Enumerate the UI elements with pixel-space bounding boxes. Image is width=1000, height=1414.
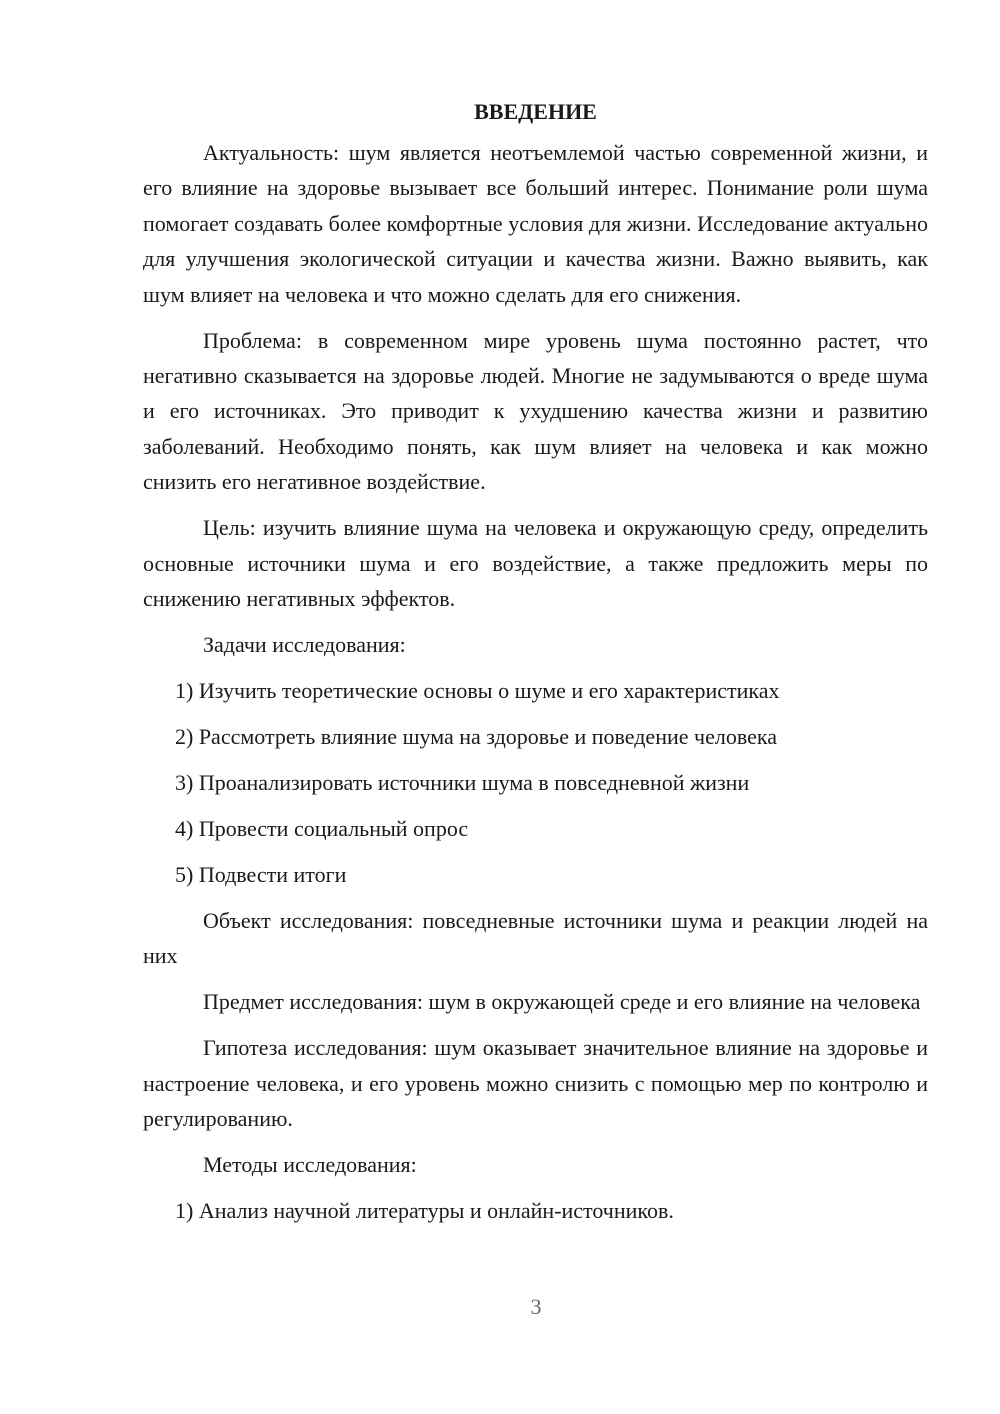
tasks-label: Задачи исследования: (203, 632, 406, 658)
task-item: 3) Проанализировать источники шума в повседневной жизни (175, 770, 750, 796)
tasks-list (143, 673, 928, 892)
object-paragraph: Объект исследования: повседневные источники шума и реакции людей на них (143, 908, 928, 969)
page-number: 3 (530, 1294, 542, 1319)
methods-list (143, 1193, 928, 1228)
task-item: 5) Подвести итоги (175, 862, 347, 888)
page-content (143, 94, 928, 1239)
methods-label: Методы исследования: (203, 1152, 417, 1178)
problem-paragraph: Проблема: в современном мире уровень шума постоянно растет, что негативно сказывается на здоровье людей. Многие не задумываются о вреде шума и его источниках. Это приводит к ухудшению качества жизни и развитию заболеваний. Необходимо понять, как шум влияет на человека и как можно снизить его негативное воздействие. (143, 327, 928, 495)
section-title: ВВЕДЕНИЕ (474, 99, 597, 124)
task-item: 2) Рассмотреть влияние шума на здоровье и поведение человека (175, 724, 777, 750)
task-item: 4) Провести социальный опрос (175, 816, 469, 842)
relevance-paragraph: Актуальность: шум является неотъемлемой частью современной жизни, и его влияние на здоровье вызывает все больший интерес. Понимание роли шума помогает создавать более комфортные условия для жизни. Исследование актуально для улучшения экологической ситуации и качества жизни. Важно выявить, как шум влияет на человека и что можно сделать для его снижения. (143, 140, 928, 307)
method-item: 1) Анализ научной литературы и онлайн-источников. (175, 1198, 674, 1224)
hypothesis-paragraph: Гипотеза исследования: шум оказывает значительное влияние на здоровье и настроение человека, и его уровень можно снизить с помощью мер по контролю и регулированию. (143, 1035, 928, 1132)
subject-paragraph: Предмет исследования: шум в окружающей среде и его влияние на человека (203, 989, 921, 1015)
task-item: 1) Изучить теоретические основы о шуме и его характеристиках (175, 678, 780, 704)
goal-paragraph: Цель: изучить влияние шума на человека и окружающую среду, определить основные источники шума и его воздействие, а также предложить меры по снижению негативных эффектов. (143, 515, 928, 612)
